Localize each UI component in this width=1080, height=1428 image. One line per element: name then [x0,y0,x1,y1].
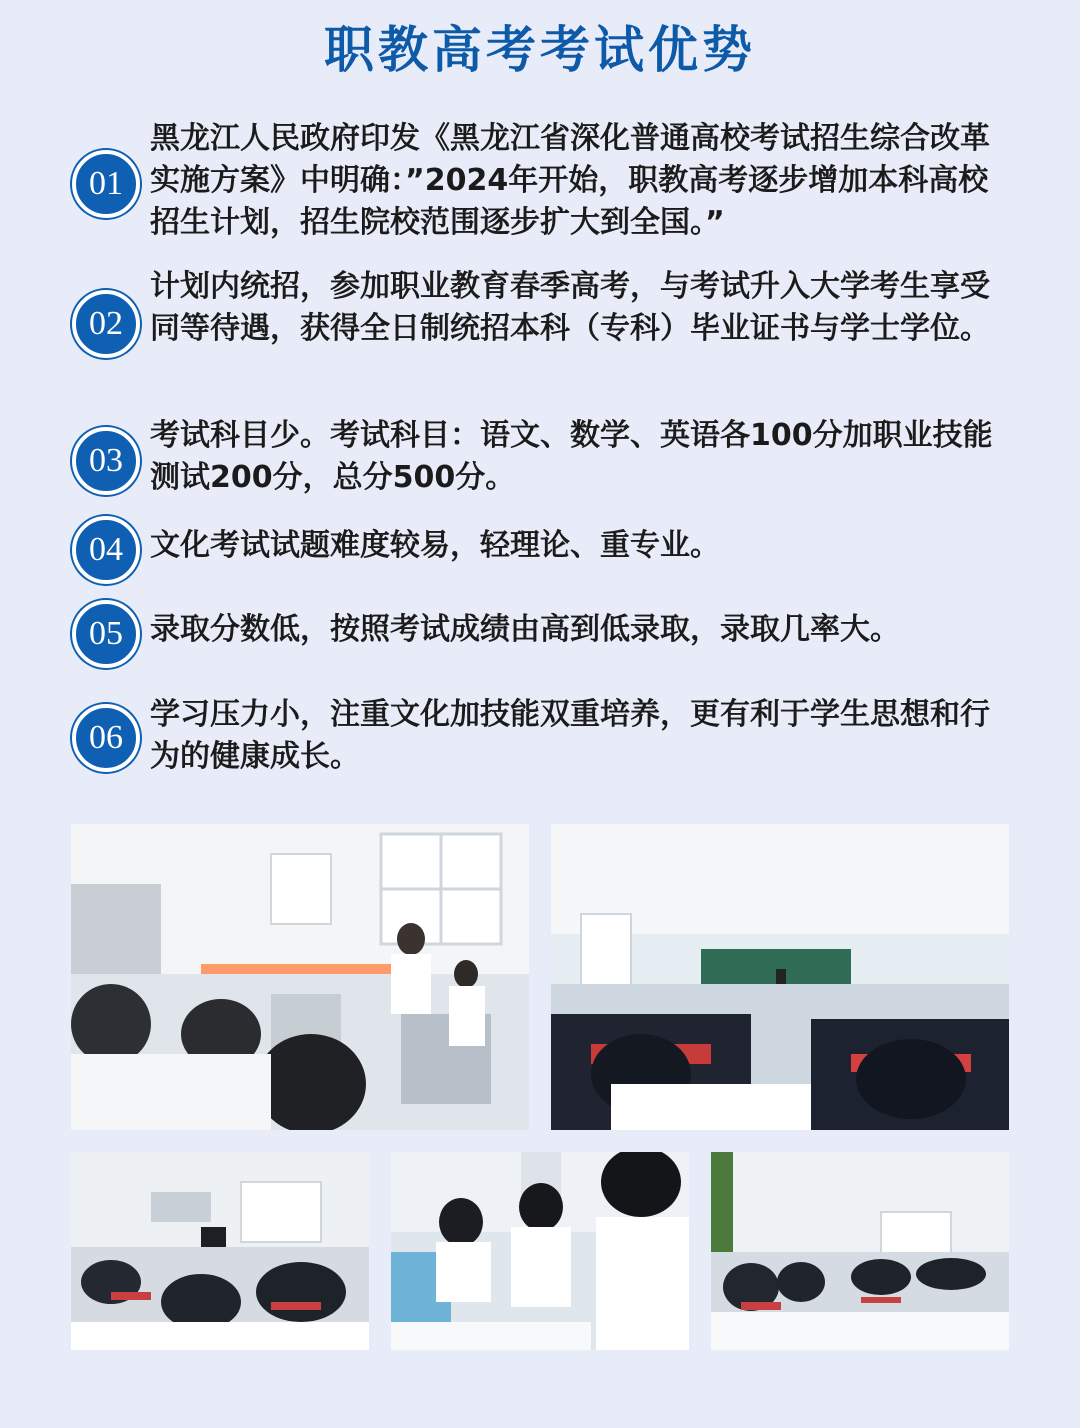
advantage-item-02 [72,266,1012,396]
number-badge: 05 [72,600,140,668]
advantage-item-03 [72,415,1012,505]
lab-practice-photo [391,1152,689,1350]
advantage-text: 学习压力小，注重文化加技能双重培养，更有利于学生思想和行为的健康成长。 [150,697,990,774]
advantage-text: 考试科目少。考试科目：语文、数学、英语各100分加职业技能测试200分，总分500分。 [150,418,993,495]
number-badge: 06 [72,704,140,772]
number-badge: 04 [72,516,140,584]
page-title: 职教高考考试优势 [324,21,756,79]
advantage-text: 文化考试试题难度较易，轻理论、重专业。 [150,528,720,563]
number-badge: 01 [72,150,140,218]
advantage-text: 黑龙江人民政府印发《黑龙江省深化普通高校考试招生综合改革实施方案》中明确：”2024年开始，职教高考逐步增加本科高校招生计划，招生院校范围逐步扩大到全国。” [150,121,990,240]
advantage-item-04 [72,516,1012,582]
classroom-study-photo [71,1152,369,1350]
advantage-item-06 [72,694,1012,784]
nursing-lab-photo [71,824,529,1130]
advantage-text: 录取分数低，按照考试成绩由高到低录取，录取几率大。 [150,612,900,647]
advantage-item-05 [72,600,1012,666]
advantage-text: 计划内统招，参加职业教育春季高考，与考试升入大学考生享受同等待遇，获得全日制统招本科（专科）毕业证书与学士学位。 [150,269,990,346]
classroom-lecture-photo [551,824,1009,1130]
number-badge: 02 [72,290,140,358]
classroom-students-photo [711,1152,1009,1350]
number-badge: 03 [72,427,140,495]
advantage-item-01 [72,118,1012,248]
